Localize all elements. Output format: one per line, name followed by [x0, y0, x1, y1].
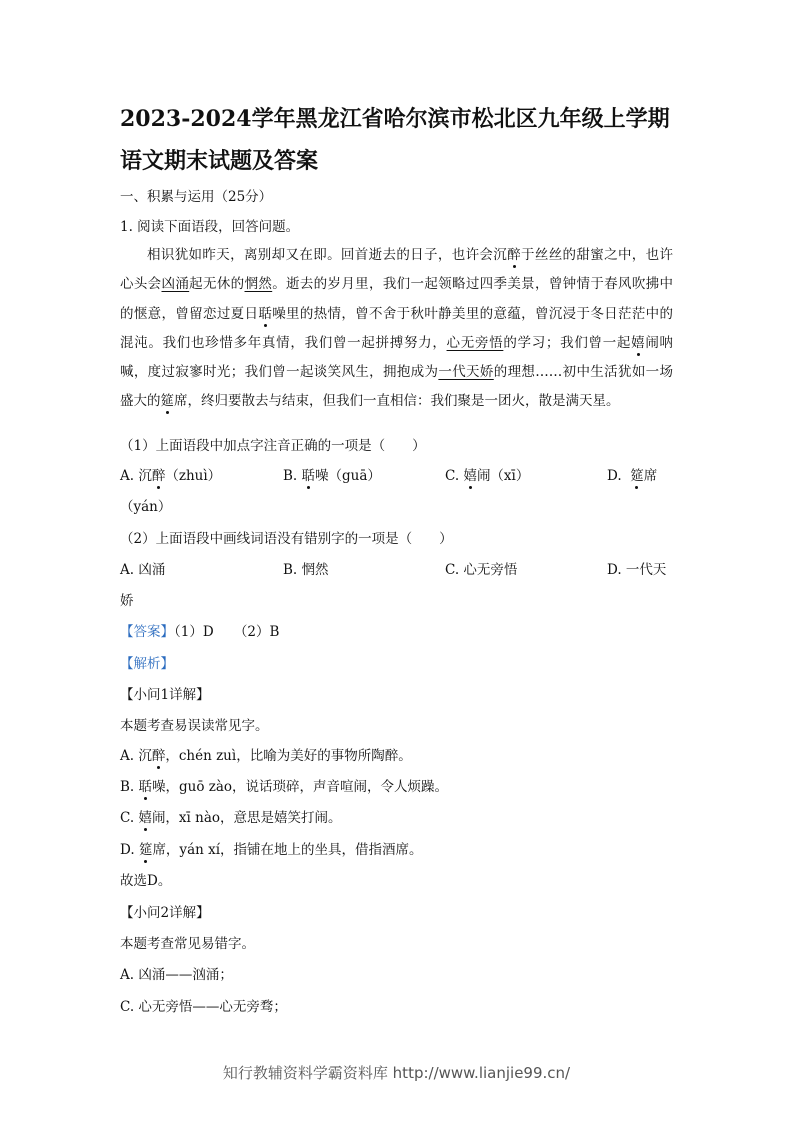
detail-2-item-a: A. 凶涌——汹涌；: [120, 967, 233, 983]
underlined-word: 心无旁悟: [446, 334, 504, 351]
underlined-word: 惘然: [244, 276, 273, 293]
detail-2-heading: 【小问2详解】: [120, 905, 210, 921]
detail-1-heading: 【小问1详解】: [120, 687, 210, 703]
dotted-char: 嬉: [631, 334, 646, 351]
sub-question-1: （1）上面语段中加点字注音正确的一项是（ ）: [120, 438, 426, 454]
option-b: B. 聒噪（guā）: [283, 468, 381, 484]
option-a: A. 凶涌: [120, 562, 166, 578]
underlined-word: 凶涌: [161, 276, 190, 293]
option-d: D. 筵席: [607, 468, 658, 484]
detail-1-intro: 本题考查易误读常见字。: [120, 718, 269, 734]
reading-passage: 相识犹如昨天，离别却又在即。回首逝去的日子，也许会沉醉于丝丝的甜蜜之中，也许心头会凶涌起无休的惘然。逝去的岁月里，我们一起领略过四季美景，曾钟情于春风吹拂中的惬意，曾留恋过夏日聒噪里的热情，曾不舍于秋叶静美里的意蕴，曾沉浸于冬日茫茫中的混沌。我们也珍惜多年真情，我们曾一起拼搏努力，心无旁悟的学习；我们曾一起嬉闹呐喊，度过寂寥时光；我们曾一起谈笑风生，拥抱成为一代天娇的理想……初中生活犹如一场盛大的筵席，终归要散去与结束，但我们一直相信：我们聚是一团火，散是满天星。: [120, 247, 674, 410]
answer-line: 【答案】（1）D （2）B: [120, 624, 280, 640]
sub-question-2: （2）上面语段中画线词语没有错别字的一项是（ ）: [120, 531, 453, 547]
dotted-char: 筵: [160, 393, 174, 410]
option-d-wrap: （yán）: [120, 499, 172, 515]
footer-watermark: 知行教辅资料学霸资料库 http://www.lianjie99.cn/: [222, 1064, 571, 1082]
option-a: A. 沉醉（zhuì）: [120, 468, 222, 484]
dotted-char: 醉: [507, 247, 521, 263]
option-b: B. 惘然: [283, 562, 329, 578]
detail-1-item-c: C. 嬉闹，xī nào，意思是嬉笑打闹。: [120, 810, 342, 826]
question-1-label: 1. 阅读下面语段，回答问题。: [120, 219, 300, 235]
page-title: 2023-2024学年黑龙江省哈尔滨市松北区九年级上学期语文期末试题及答案: [120, 106, 670, 174]
option-d-wrap: 娇: [120, 593, 134, 609]
dotted-char: 聒: [258, 305, 273, 322]
underlined-word: 一代天娇: [438, 364, 494, 381]
detail-2-item-c: C. 心无旁悟——心无旁骛；: [120, 999, 287, 1015]
option-d: D. 一代天: [607, 562, 667, 578]
detail-1-conclusion: 故选D。: [120, 873, 172, 889]
detail-1-item-b: B. 聒噪，guō zào，说话琐碎，声音喧闹，令人烦躁。: [120, 779, 449, 795]
answer-tag: 【答案】: [120, 624, 174, 640]
analysis-tag: 【解析】: [120, 656, 174, 672]
detail-1-item-a: A. 沉醉，chén zuì，比喻为美好的事物所陶醉。: [120, 748, 412, 764]
option-c: C. 心无旁悟: [445, 562, 518, 578]
detail-2-intro: 本题考查常见易错字。: [120, 936, 255, 952]
option-c: C. 嬉闹（xī）: [445, 468, 530, 484]
section-heading: 一、积累与运用（25分）: [120, 189, 273, 205]
detail-1-item-d: D. 筵席，yán xí，指铺在地上的坐具，借指酒席。: [120, 842, 423, 858]
